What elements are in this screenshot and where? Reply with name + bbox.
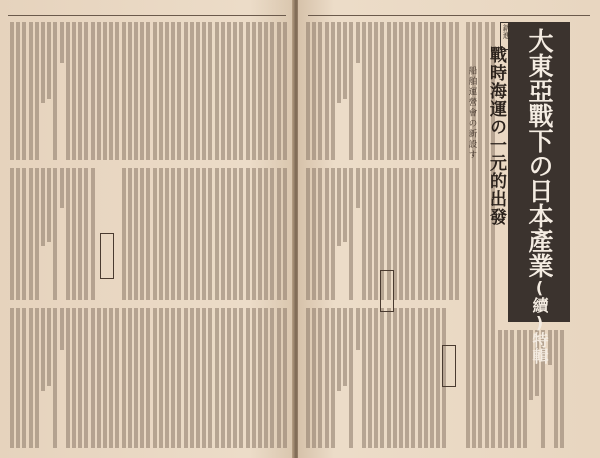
body-text-line [103,308,107,448]
body-text-line [325,22,329,160]
body-text-line [337,22,341,103]
body-text-line [318,168,322,300]
body-text-line [418,308,422,448]
body-text-line [252,168,256,300]
body-text-line [190,22,194,160]
body-text-line [97,22,101,160]
body-text-line [436,22,440,160]
body-text-line [134,308,138,448]
body-text-line [430,308,434,448]
body-text-line [84,22,88,160]
body-text-line [140,22,144,160]
body-text-line [159,308,163,448]
body-text-line [177,308,181,448]
body-text-line [277,308,281,448]
body-text-line [78,22,82,160]
body-text-line [430,168,434,300]
body-text-line [122,22,126,160]
body-text-line [349,308,353,448]
body-text-line [306,168,310,300]
body-text-line [356,168,360,208]
body-text-line [153,22,157,160]
body-text-line [246,308,250,448]
body-text-line [221,308,225,448]
body-text-line [78,308,82,448]
body-text-line [405,168,409,300]
body-text-line [312,168,316,300]
body-text-line [146,22,150,160]
body-text-line [424,22,428,160]
body-text-line [115,22,119,160]
body-text-line [22,168,26,300]
right-section-heading-box-1 [380,270,394,312]
body-text-line [10,168,14,300]
body-text-line [115,308,119,448]
body-text-line [393,308,397,448]
body-text-line [196,308,200,448]
body-text-line [134,168,138,300]
body-text-line [227,22,231,160]
body-text-line [399,22,403,160]
body-text-line [128,168,132,300]
body-text-line [128,308,132,448]
body-text-line [29,308,33,448]
body-text-line [442,22,446,160]
body-text-line [184,22,188,160]
body-text-line [343,22,347,99]
body-text-line [202,308,206,448]
body-text-line [349,168,353,300]
body-text-line [343,168,347,242]
body-text-line [91,22,95,160]
body-text-line [109,22,113,160]
body-text-line [356,308,360,350]
body-text-line [455,22,459,160]
body-text-line [66,22,70,160]
body-text-line [246,22,250,160]
body-text-line [246,168,250,300]
banner-title-main: 大東亞戰下の日本產業 [525,28,554,278]
body-text-line [22,308,26,448]
body-text-line [184,308,188,448]
body-text-line [258,168,262,300]
body-text-line [411,308,415,448]
body-text-line [202,168,206,300]
body-text-line [368,168,372,300]
body-text-line [312,308,316,448]
body-text-line [424,308,428,448]
body-text-line [387,308,391,448]
body-text-line [208,22,212,160]
body-text-line [78,168,82,300]
body-text-line [10,22,14,160]
body-text-line [159,168,163,300]
body-text-line [374,168,378,300]
body-text-line [343,308,347,386]
body-text-line [60,168,64,208]
body-text-line [270,308,274,448]
body-text-line [325,308,329,448]
body-text-line [318,308,322,448]
body-text-line [449,168,453,300]
body-text-line [134,22,138,160]
body-text-line [510,330,514,448]
body-text-line [97,308,101,448]
body-text-line [128,22,132,160]
body-text-line [153,308,157,448]
body-text-line [258,22,262,160]
body-text-line [331,168,335,300]
body-text-line [411,22,415,160]
body-text-line [140,308,144,448]
body-text-line [171,308,175,448]
body-text-line [41,22,45,103]
body-text-line [312,22,316,160]
body-text-line [258,308,262,448]
body-text-line [41,168,45,246]
body-text-line [362,308,366,448]
body-text-line [325,168,329,300]
body-text-line [374,308,378,448]
body-text-line [498,330,502,448]
body-text-line [405,308,409,448]
body-text-line [264,308,268,448]
body-text-line [66,168,70,300]
body-text-line [418,168,422,300]
body-text-line [122,168,126,300]
body-text-line [16,22,20,160]
body-text-line [91,308,95,448]
body-text-line [53,22,57,160]
body-text-line [215,308,219,448]
body-text-line [233,308,237,448]
body-text-line [356,22,360,63]
body-text-line [29,168,33,300]
body-text-line [233,168,237,300]
body-text-line [47,22,51,99]
body-text-line [177,168,181,300]
body-text-line [349,22,353,160]
article-subtitle: 船舶運營會の新設す [467,66,477,161]
banner-title-suffix: (續)特輯 [530,278,549,364]
body-text-line [270,168,274,300]
body-text-line [411,168,415,300]
body-text-line [60,308,64,350]
body-text-line [221,22,225,160]
body-text-line [436,308,440,448]
body-text-line [165,308,169,448]
body-text-line [215,22,219,160]
body-text-line [239,168,243,300]
body-text-line [442,168,446,300]
body-text-line [109,308,113,448]
body-text-line [337,308,341,391]
body-text-line [252,22,256,160]
body-text-line [66,308,70,448]
body-text-line [146,308,150,448]
body-text-line [53,168,57,300]
body-text-line [380,308,384,448]
body-text-line [283,308,287,448]
body-text-line [72,168,76,300]
body-text-line [208,308,212,448]
body-text-line [29,22,33,160]
body-text-line [35,168,39,300]
body-text-line [264,22,268,160]
body-text-line [184,168,188,300]
body-text-line [306,308,310,448]
body-text-line [84,308,88,448]
body-text-line [22,22,26,160]
body-text-line [103,22,107,160]
body-text-line [16,308,20,448]
body-text-line [159,22,163,160]
body-text-line [35,22,39,160]
body-text-line [277,168,281,300]
body-text-line [252,308,256,448]
body-text-line [196,22,200,160]
body-text-line [478,22,482,448]
body-text-line [399,308,403,448]
body-text-line [208,168,212,300]
body-text-line [190,308,194,448]
body-text-line [399,168,403,300]
body-text-line [202,22,206,160]
right-header-rule [308,15,590,16]
body-text-line [374,22,378,160]
body-text-line [122,308,126,448]
body-text-line [221,168,225,300]
body-text-line [306,22,310,160]
body-text-line [270,22,274,160]
body-text-line [283,168,287,300]
body-text-line [318,22,322,160]
body-text-line [368,22,372,160]
body-text-line [146,168,150,300]
article-tag: 新進 [502,24,511,39]
body-text-line [91,168,95,300]
body-text-line [47,168,51,242]
left-page [0,0,294,458]
body-text-line [504,330,508,448]
body-text-line [337,168,341,246]
body-text-line [177,22,181,160]
banner-title [516,28,562,364]
body-text-line [10,308,14,448]
body-text-line [35,308,39,448]
body-text-line [140,168,144,300]
body-text-line [283,22,287,160]
body-text-line [362,168,366,300]
body-text-line [449,22,453,160]
body-text-line [84,168,88,300]
body-text-line [362,22,366,160]
body-text-line [196,168,200,300]
body-text-line [215,168,219,300]
body-text-line [72,308,76,448]
body-text-line [264,168,268,300]
body-text-line [153,168,157,300]
article-headline: 戰時海運の一元的出發 [486,46,506,226]
body-text-line [41,308,45,391]
body-text-line [331,22,335,160]
body-text-line [16,168,20,300]
body-text-line [60,22,64,63]
body-text-line [72,22,76,160]
body-text-line [368,308,372,448]
body-text-line [393,22,397,160]
body-text-line [436,168,440,300]
body-text-line [190,168,194,300]
body-text-line [227,168,231,300]
body-text-line [277,22,281,160]
body-text-line [405,22,409,160]
body-text-line [239,22,243,160]
body-text-line [53,308,57,448]
body-text-line [239,308,243,448]
body-text-line [233,22,237,160]
body-text-line [171,168,175,300]
body-text-line [455,168,459,300]
body-text-line [171,22,175,160]
body-text-line [331,308,335,448]
body-text-line [387,22,391,160]
left-header-rule [8,15,286,16]
body-text-line [165,22,169,160]
body-text-line [424,168,428,300]
body-text-line [418,22,422,160]
body-text-line [47,308,51,386]
left-section-heading-box [100,233,114,279]
body-text-line [380,22,384,160]
right-section-heading-box-2 [442,345,456,387]
body-text-line [430,22,434,160]
body-text-line [227,308,231,448]
body-text-line [165,168,169,300]
